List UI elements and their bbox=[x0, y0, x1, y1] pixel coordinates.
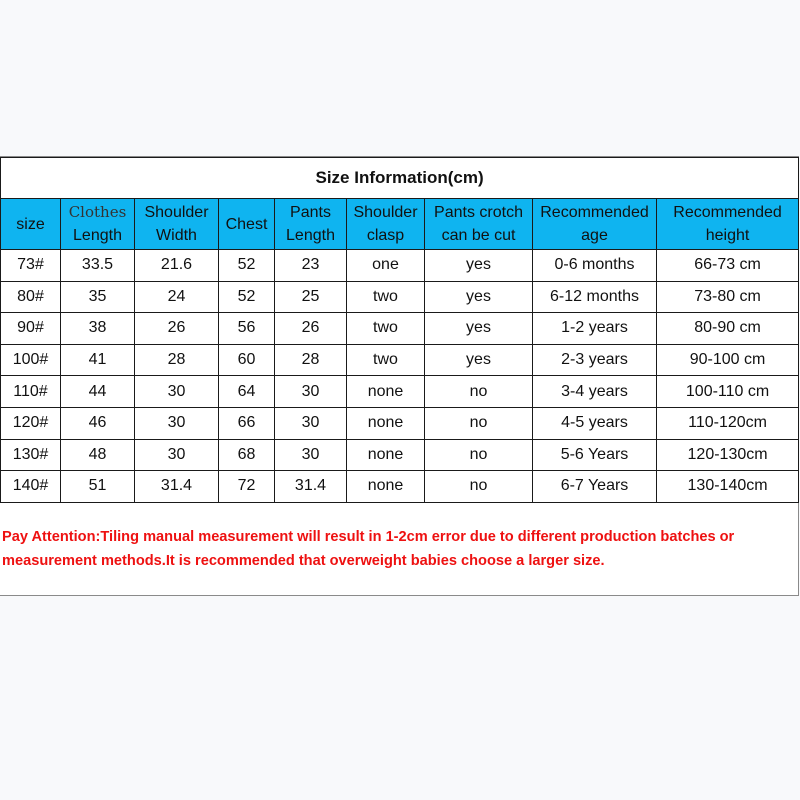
cell-recommended-height: 100-110 cm bbox=[657, 376, 799, 408]
cell-recommended-height: 66-73 cm bbox=[657, 250, 799, 282]
cell-shoulder-width: 30 bbox=[135, 439, 219, 471]
cell-recommended-age: 6-12 months bbox=[533, 281, 657, 313]
cell-chest: 72 bbox=[219, 471, 275, 503]
col-header-size: size bbox=[1, 199, 61, 250]
cell-pants-length: 30 bbox=[275, 439, 347, 471]
cell-pants-length: 25 bbox=[275, 281, 347, 313]
cell-size: 80# bbox=[1, 281, 61, 313]
cell-pants-crotch: no bbox=[425, 376, 533, 408]
cell-chest: 64 bbox=[219, 376, 275, 408]
cell-pants-crotch: no bbox=[425, 407, 533, 439]
cell-chest: 52 bbox=[219, 281, 275, 313]
cell-chest: 68 bbox=[219, 439, 275, 471]
cell-recommended-age: 6-7 Years bbox=[533, 471, 657, 503]
cell-chest: 60 bbox=[219, 344, 275, 376]
cell-shoulder-clasp: two bbox=[347, 313, 425, 345]
cell-pants-length: 30 bbox=[275, 407, 347, 439]
cell-size: 130# bbox=[1, 439, 61, 471]
cell-shoulder-width: 30 bbox=[135, 376, 219, 408]
cell-shoulder-width: 28 bbox=[135, 344, 219, 376]
cell-pants-length: 31.4 bbox=[275, 471, 347, 503]
cell-size: 90# bbox=[1, 313, 61, 345]
cell-pants-crotch: no bbox=[425, 471, 533, 503]
cell-pants-crotch: yes bbox=[425, 344, 533, 376]
table-row bbox=[1, 407, 799, 439]
cell-shoulder-width: 24 bbox=[135, 281, 219, 313]
cell-recommended-height: 80-90 cm bbox=[657, 313, 799, 345]
table-row bbox=[1, 439, 799, 471]
col-header-chest: Chest bbox=[219, 199, 275, 250]
size-table bbox=[0, 157, 799, 503]
cell-recommended-height: 90-100 cm bbox=[657, 344, 799, 376]
cell-size: 100# bbox=[1, 344, 61, 376]
cell-recommended-age: 4-5 years bbox=[533, 407, 657, 439]
cell-size: 140# bbox=[1, 471, 61, 503]
cell-shoulder-clasp: one bbox=[347, 250, 425, 282]
cell-size: 110# bbox=[1, 376, 61, 408]
cell-pants-crotch: yes bbox=[425, 281, 533, 313]
col-header-recommended-height: Recommended height bbox=[657, 199, 799, 250]
cell-clothes-length: 44 bbox=[61, 376, 135, 408]
table-title: Size Information(cm) bbox=[1, 158, 799, 199]
cell-recommended-age: 1-2 years bbox=[533, 313, 657, 345]
cell-clothes-length: 46 bbox=[61, 407, 135, 439]
col-header-pants-crotch: Pants crotch can be cut bbox=[425, 199, 533, 250]
cell-clothes-length: 38 bbox=[61, 313, 135, 345]
col-header-recommended-age: Recommended age bbox=[533, 199, 657, 250]
cell-shoulder-clasp: none bbox=[347, 439, 425, 471]
cell-recommended-height: 73-80 cm bbox=[657, 281, 799, 313]
cell-pants-length: 28 bbox=[275, 344, 347, 376]
attention-note: Pay Attention:Tiling manual measurement will result in 1-2cm error due to different production batches or measurement methods.It is recommended that overweight babies choose a larger size. bbox=[2, 529, 735, 569]
cell-clothes-length: 41 bbox=[61, 344, 135, 376]
cell-shoulder-width: 30 bbox=[135, 407, 219, 439]
cell-recommended-age: 3-4 years bbox=[533, 376, 657, 408]
cell-shoulder-width: 26 bbox=[135, 313, 219, 345]
cell-recommended-height: 130-140cm bbox=[657, 471, 799, 503]
cell-clothes-length: 33.5 bbox=[61, 250, 135, 282]
cell-pants-length: 23 bbox=[275, 250, 347, 282]
cell-pants-crotch: yes bbox=[425, 250, 533, 282]
col-header-pants-length: Pants Length bbox=[275, 199, 347, 250]
cell-clothes-length: 51 bbox=[61, 471, 135, 503]
table-row bbox=[1, 281, 799, 313]
cell-recommended-age: 0-6 months bbox=[533, 250, 657, 282]
cell-shoulder-width: 21.6 bbox=[135, 250, 219, 282]
cell-clothes-length: 35 bbox=[61, 281, 135, 313]
cell-size: 73# bbox=[1, 250, 61, 282]
cell-shoulder-clasp: two bbox=[347, 281, 425, 313]
table-row bbox=[1, 376, 799, 408]
title-row bbox=[1, 158, 799, 199]
col-header-clothes-length: Clothes Length bbox=[61, 199, 135, 250]
cell-chest: 56 bbox=[219, 313, 275, 345]
cell-chest: 66 bbox=[219, 407, 275, 439]
cell-shoulder-clasp: none bbox=[347, 471, 425, 503]
cell-shoulder-clasp: none bbox=[347, 407, 425, 439]
table-row bbox=[1, 344, 799, 376]
col-header-shoulder-clasp: Shoulder clasp bbox=[347, 199, 425, 250]
cell-chest: 52 bbox=[219, 250, 275, 282]
size-chart bbox=[0, 156, 799, 596]
table-body bbox=[1, 250, 799, 503]
cell-pants-crotch: yes bbox=[425, 313, 533, 345]
table-row bbox=[1, 471, 799, 503]
cell-recommended-height: 110-120cm bbox=[657, 407, 799, 439]
cell-recommended-height: 120-130cm bbox=[657, 439, 799, 471]
table-row bbox=[1, 250, 799, 282]
header-row bbox=[1, 199, 799, 250]
cell-shoulder-clasp: two bbox=[347, 344, 425, 376]
cell-pants-length: 26 bbox=[275, 313, 347, 345]
cell-shoulder-width: 31.4 bbox=[135, 471, 219, 503]
cell-recommended-age: 5-6 Years bbox=[533, 439, 657, 471]
cell-size: 120# bbox=[1, 407, 61, 439]
table-row bbox=[1, 313, 799, 345]
col-header-shoulder-width: Shoulder Width bbox=[135, 199, 219, 250]
cell-recommended-age: 2-3 years bbox=[533, 344, 657, 376]
cell-clothes-length: 48 bbox=[61, 439, 135, 471]
cell-pants-crotch: no bbox=[425, 439, 533, 471]
cell-pants-length: 30 bbox=[275, 376, 347, 408]
cell-shoulder-clasp: none bbox=[347, 376, 425, 408]
